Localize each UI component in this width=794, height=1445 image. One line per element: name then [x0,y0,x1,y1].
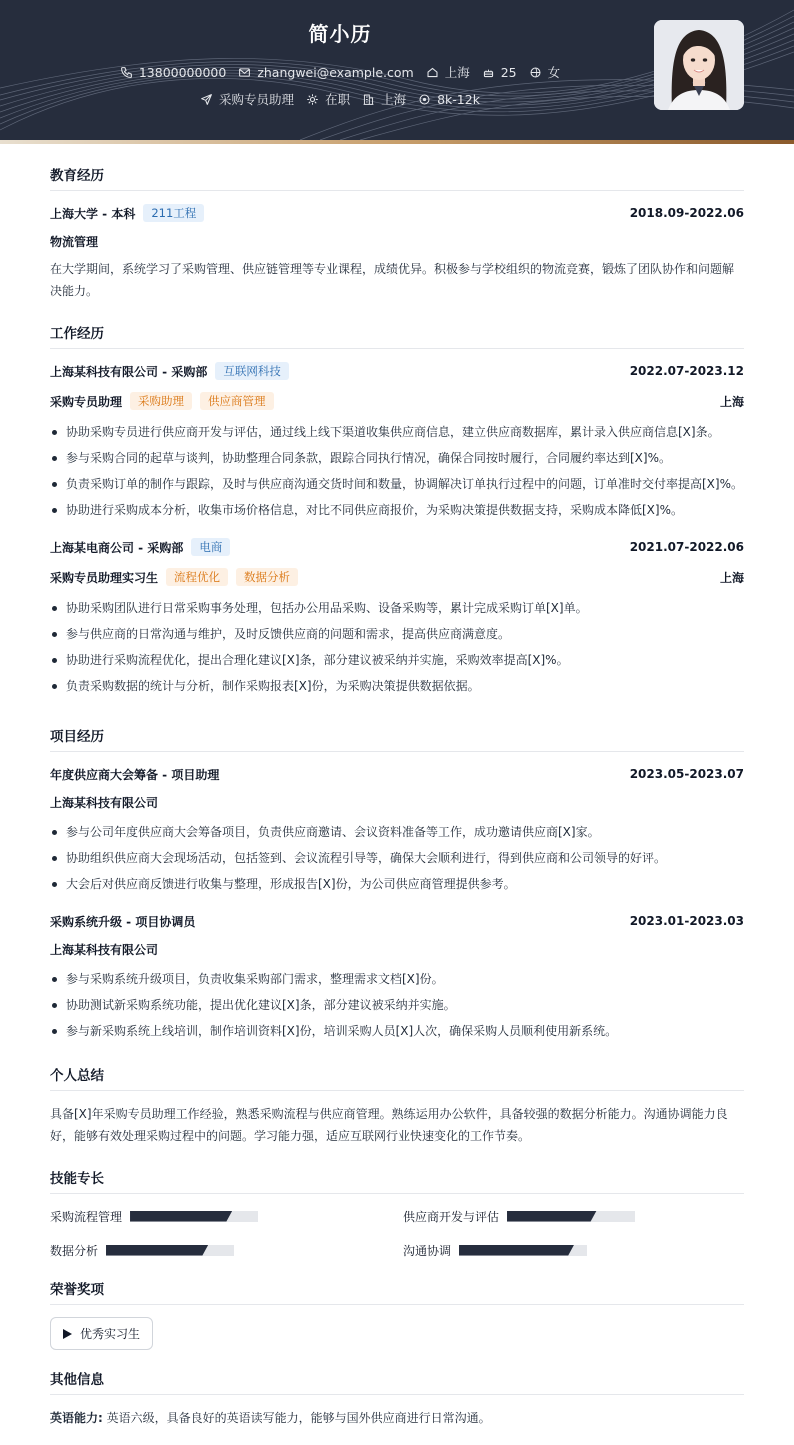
target-city-text: 上海 [381,92,407,107]
target-city-info [362,90,406,108]
list-item: 参与采购系统升级项目，负责收集采购部门需求，整理需求文档[X]份。 [50,966,744,992]
section-title-education: 教育经历 [50,164,744,191]
summary-section [50,1064,744,1147]
status-icon [306,93,319,106]
work-bullets [50,419,744,523]
gender-info [529,63,561,81]
company-name: 上海某电商公司 - 采购部 [50,540,184,555]
summary-text: 具备[X]年采购专员助理工作经验，熟悉采购流程与供应商管理。熟练运用办公软件，具备较强的数据分析能力。沟通协调能力良好，能够有效处理采购过程中的问题。学习能力强，适应互联网行业快速变化的工作节奏。 [50,1107,728,1143]
role-tag: 供应商管理 [200,392,274,410]
salary-info [418,92,480,107]
section-title-other: 其他信息 [50,1368,744,1395]
education-date: 2018.09-2022.06 [629,206,744,220]
work-location: 上海 [719,570,744,585]
spacer [50,931,744,941]
location-text: 上海 [444,65,470,80]
section-title-summary: 个人总结 [50,1064,744,1091]
education-header [50,203,744,223]
list-item: 协助采购专员进行供应商开发与评估，通过线上线下渠道收集供应商信息，建立供应商数据库，累计录入供应商信息[X]条。 [50,419,744,445]
work-entry-header [50,361,744,381]
email-text: zhangwei@example.com [257,64,414,80]
project-company: 上海某科技有限公司 [50,943,159,957]
skill-name: 数据分析 [50,1243,99,1258]
project-entry [50,911,744,1044]
skill-bar [459,1245,587,1256]
major: 物流管理 [50,235,99,249]
skill-level-fill [130,1211,232,1222]
award-label: 优秀实习生 [80,1327,141,1341]
project-name: 采购系统升级 - 项目协调员 [50,914,196,929]
skill-item [403,1206,744,1226]
phone-text: 13800000000 [138,64,227,80]
skill-name: 采购流程管理 [50,1209,123,1224]
education-description: 在大学期间，系统学习了采购管理、供应链管理等专业课程，成绩优异。积极参与学校组织的物流竞赛，锻炼了团队协作和问题解决能力。 [50,262,735,298]
list-item: 参与新采购系统上线培训，制作培训资料[X]份，培训采购人员[X]人次，确保采购人员顺利使用新系统。 [50,1018,744,1044]
spacer [50,223,744,233]
age-icon [482,66,495,79]
list-item: 负责采购订单的制作与跟踪，及时与供应商沟通交货时间和数量，协调解决订单执行过程中的问题，订单准时交付率提高[X]%。 [50,471,744,497]
job-status-info [306,90,350,108]
role-tag: 采购助理 [130,392,192,410]
list-item: 协助进行采购流程优化，提出合理化建议[X]条，部分建议被采纳并实施，采购效率提高[X]%。 [50,647,744,673]
mail-icon [238,66,251,79]
project-section [50,725,744,1044]
play-triangle-icon [63,1329,72,1339]
skill-item [403,1240,744,1260]
skill-bar [507,1211,635,1222]
award-item[interactable] [50,1317,153,1350]
work-entry [50,361,744,523]
work-entry-header [50,537,744,557]
work-entry [50,537,744,699]
email-info [238,65,413,80]
project-date: 2023.01-2023.03 [629,914,744,928]
age-info [482,65,517,80]
project-header [50,911,744,931]
skills-grid [50,1206,744,1260]
company-name: 上海某科技有限公司 - 采购部 [50,364,208,379]
work-section [50,322,744,699]
skill-item [50,1240,403,1260]
skill-name: 沟通协调 [403,1243,452,1258]
work-location: 上海 [719,394,744,409]
list-item: 参与公司年度供应商大会筹备项目，负责供应商邀请、会议资料准备等工作，成功邀请供应商[X]家。 [50,819,744,845]
send-icon [200,93,213,106]
project-header [50,764,744,784]
work-entry-left [50,362,289,380]
other-section [50,1368,744,1429]
skill-level-fill [507,1211,597,1222]
job-intent-row [0,90,680,108]
list-item: 大会后对供应商反馈进行收集与整理，形成报告[X]份，为公司供应商管理提供参考。 [50,871,744,897]
work-role-left [50,568,298,586]
skill-item [50,1206,403,1226]
age-text: 25 [500,64,517,80]
job-status-text: 在职 [325,92,351,107]
education-left [50,204,204,222]
gender-text: 女 [547,65,561,80]
spacer [50,381,744,391]
phone-info [120,65,226,80]
contact-row [0,63,680,81]
skill-bar [106,1245,234,1256]
list-item: 协助测试新采购系统功能，提出优化建议[X]条，部分建议被采纳并实施。 [50,992,744,1018]
resume-body [50,144,744,1429]
work-entry-left [50,538,230,556]
skill-level-fill [459,1245,574,1256]
list-item: 参与采购合同的起草与谈判，协助整理合同条款，跟踪合同执行情况，确保合同按时履行，合同履约率达到[X]%。 [50,445,744,471]
work-date: 2022.07-2023.12 [629,364,744,378]
salary-text: 8k-12k [437,91,480,107]
job-role: 采购专员助理实习生 [50,570,159,585]
profile-photo [654,20,744,110]
gender-icon [529,66,542,79]
section-title-projects: 项目经历 [50,725,744,752]
work-bullets [50,595,744,699]
spacer [50,784,744,794]
phone-icon [120,66,133,79]
list-item: 负责采购数据的统计与分析，制作采购报表[X]份，为采购决策提供数据依据。 [50,673,744,699]
work-role-left [50,392,274,410]
home-icon [426,66,439,79]
industry-tag: 互联网科技 [215,362,289,380]
section-title-skills: 技能专长 [50,1167,744,1194]
skill-level-fill [106,1245,208,1256]
work-date: 2021.07-2022.06 [629,540,744,554]
project-name: 年度供应商大会筹备 - 项目助理 [50,767,220,782]
skill-bar [130,1211,258,1222]
list-item: 协助进行采购成本分析，收集市场价格信息，对比不同供应商报价，为采购决策提供数据支持，采购成本降低[X]%。 [50,497,744,523]
project-bullets [50,966,744,1044]
awards-section [50,1278,744,1350]
section-title-awards: 荣誉奖项 [50,1278,744,1305]
work-role-row [50,391,744,411]
section-title-work: 工作经历 [50,322,744,349]
target-position-info [200,90,294,108]
english-text: 英语六级，具备良好的英语读写能力，能够与国外供应商进行日常沟通。 [106,1411,491,1425]
list-item: 协助组织供应商大会现场活动，包括签到、会议流程引导等，确保大会顺利进行，得到供应商和公司领导的好评。 [50,845,744,871]
project-entry [50,764,744,897]
job-role: 采购专员助理 [50,394,123,409]
role-tag: 流程优化 [166,568,228,586]
school-tag: 211工程 [143,204,204,222]
salary-icon [418,93,431,106]
building-icon [362,93,375,106]
skills-section [50,1167,744,1260]
english-label: 英语能力: [50,1411,103,1425]
industry-tag: 电商 [191,538,230,556]
target-position-text: 采购专员助理 [219,92,295,107]
work-role-row [50,567,744,587]
education-section [50,164,744,302]
candidate-name: 简小历 [308,22,372,46]
avatar [654,20,744,110]
project-bullets [50,819,744,897]
list-item: 参与供应商的日常沟通与维护，及时反馈供应商的问题和需求，提高供应商满意度。 [50,621,744,647]
school-name: 上海大学 - 本科 [50,206,136,221]
project-date: 2023.05-2023.07 [629,767,744,781]
role-tag: 数据分析 [236,568,298,586]
spacer [50,557,744,567]
resume-header [0,0,794,140]
skill-name: 供应商开发与评估 [403,1209,500,1224]
location-info [426,63,470,81]
list-item: 协助采购团队进行日常采购事务处理，包括办公用品采购、设备采购等，累计完成采购订单[X]单。 [50,595,744,621]
project-company: 上海某科技有限公司 [50,796,159,810]
other-info [50,1407,744,1429]
